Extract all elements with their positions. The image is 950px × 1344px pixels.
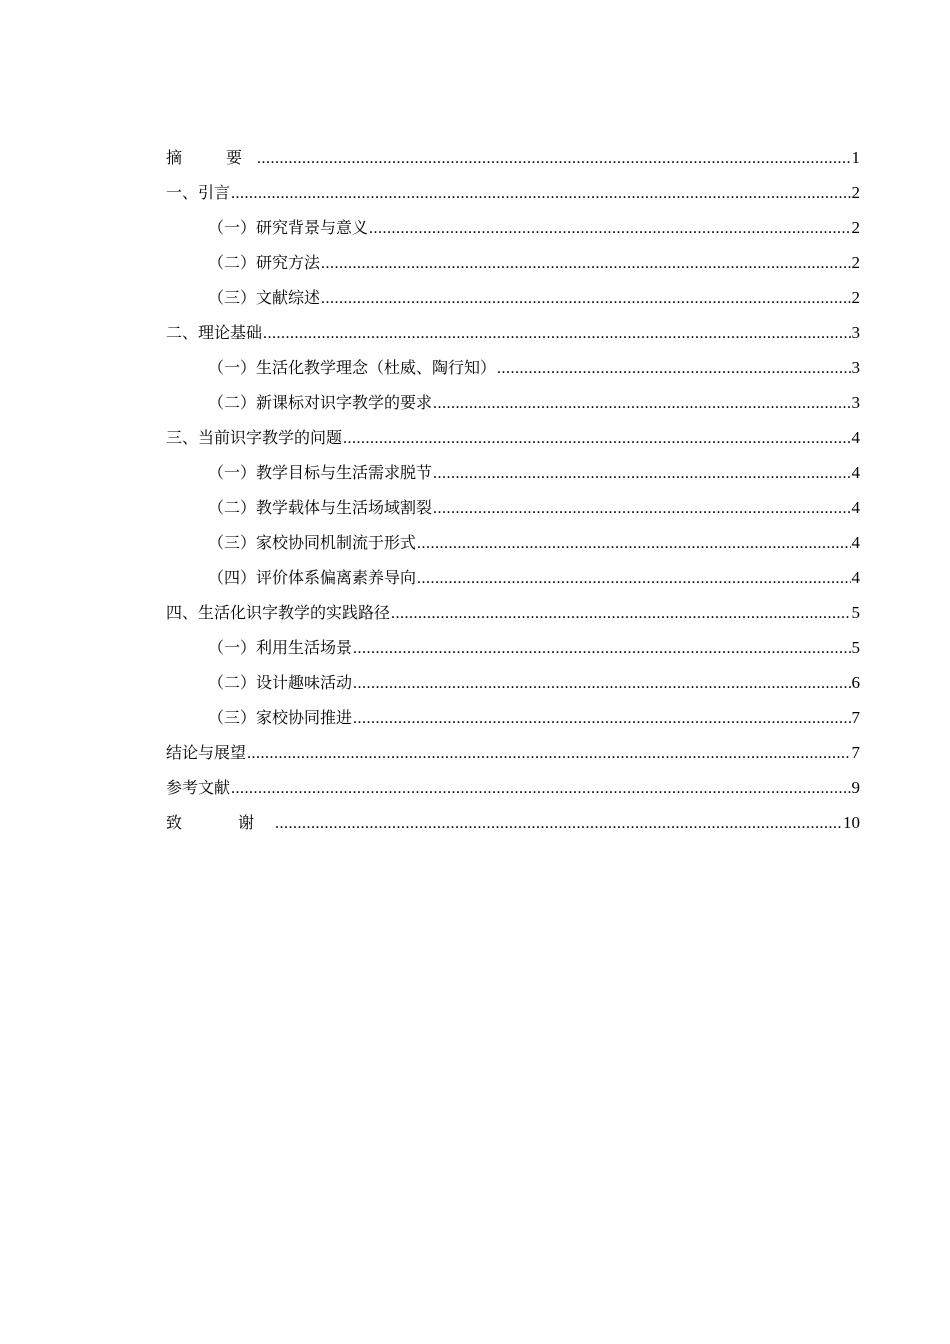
toc-entry-page: 4 — [851, 463, 860, 482]
toc-dot-leader — [433, 491, 850, 526]
toc-dot-leader — [275, 806, 842, 841]
toc-entry-title: 一、引言 — [166, 183, 231, 202]
toc-entry-practice-paths[interactable] — [166, 595, 860, 630]
toc-entry-page: 2 — [851, 288, 860, 307]
toc-dot-leader — [321, 281, 850, 316]
toc-dot-leader — [343, 421, 850, 456]
toc-entry-page: 5 — [851, 603, 860, 622]
toc-entry-page: 2 — [851, 253, 860, 272]
toc-dot-leader — [353, 701, 850, 736]
toc-entry-title: 三、当前识字教学的问题 — [166, 428, 343, 447]
toc-dot-leader — [417, 561, 850, 596]
toc-entry-title: （一）教学目标与生活需求脱节 — [208, 463, 433, 482]
toc-entry-theoretical-basis[interactable] — [166, 315, 860, 350]
toc-entry-carrier-split[interactable] — [166, 490, 860, 525]
toc-entry-literature-review[interactable] — [166, 280, 860, 315]
toc-entry-goals-disconnect[interactable] — [166, 455, 860, 490]
toc-entry-abstract[interactable] — [166, 140, 860, 175]
toc-entry-title: （三）家校协同推进 — [208, 708, 353, 727]
toc-entry-page: 4 — [851, 533, 860, 552]
toc-dot-leader — [353, 666, 850, 701]
toc-entry-life-scenes[interactable] — [166, 630, 860, 665]
toc-entry-title: 致 谢 — [166, 813, 275, 832]
toc-entry-research-background[interactable] — [166, 210, 860, 245]
toc-entry-page: 3 — [851, 358, 860, 377]
toc-entry-page: 3 — [851, 393, 860, 412]
toc-entry-page: 3 — [851, 323, 860, 342]
toc-entry-page: 9 — [851, 778, 860, 797]
toc-dot-leader — [321, 246, 850, 281]
toc-dot-leader — [433, 386, 850, 421]
toc-entry-page: 6 — [851, 673, 860, 692]
toc-dot-leader — [231, 176, 850, 211]
toc-entry-title: （二）研究方法 — [208, 253, 321, 272]
toc-entry-page: 4 — [851, 498, 860, 517]
toc-entry-title: （二）新课标对识字教学的要求 — [208, 393, 433, 412]
toc-entry-home-school-formality[interactable] — [166, 525, 860, 560]
toc-entry-page: 5 — [851, 638, 860, 657]
toc-entry-curriculum-requirements[interactable] — [166, 385, 860, 420]
toc-dot-leader — [257, 141, 850, 176]
toc-entry-references[interactable] — [166, 770, 860, 805]
toc-dot-leader — [391, 596, 850, 631]
toc-entry-title: （三）家校协同机制流于形式 — [208, 533, 417, 552]
toc-entry-page: 10 — [843, 813, 860, 832]
toc-entry-title: （四）评价体系偏离素养导向 — [208, 568, 417, 587]
toc-entry-conclusion[interactable] — [166, 735, 860, 770]
toc-entry-page: 4 — [851, 428, 860, 447]
toc-entry-title: （一）研究背景与意义 — [208, 218, 369, 237]
toc-entry-title: 摘 要 — [166, 148, 257, 167]
toc-dot-leader — [353, 631, 850, 666]
toc-entry-title: 四、生活化识字教学的实践路径 — [166, 603, 391, 622]
toc-entry-life-oriented-teaching[interactable] — [166, 350, 860, 385]
table-of-contents — [166, 140, 860, 840]
toc-entry-page: 4 — [851, 568, 860, 587]
toc-entry-title: （二）教学载体与生活场域割裂 — [208, 498, 433, 517]
toc-entry-page: 7 — [851, 743, 860, 762]
toc-entry-current-problems[interactable] — [166, 420, 860, 455]
toc-dot-leader — [369, 211, 850, 246]
toc-dot-leader — [433, 456, 850, 491]
toc-entry-research-methods[interactable] — [166, 245, 860, 280]
toc-entry-acknowledgements[interactable] — [166, 805, 860, 840]
toc-entry-page: 2 — [851, 183, 860, 202]
toc-dot-leader — [497, 351, 850, 386]
toc-entry-title: （一）生活化教学理念（杜威、陶行知） — [208, 358, 497, 377]
toc-entry-page: 7 — [851, 708, 860, 727]
toc-entry-page: 2 — [851, 218, 860, 237]
toc-dot-leader — [231, 771, 850, 806]
toc-dot-leader — [417, 526, 850, 561]
toc-entry-title: （一）利用生活场景 — [208, 638, 353, 657]
toc-entry-fun-activities[interactable] — [166, 665, 860, 700]
toc-entry-title: （三）文献综述 — [208, 288, 321, 307]
toc-entry-title: 参考文献 — [166, 778, 231, 797]
toc-entry-home-school-cooperation[interactable] — [166, 700, 860, 735]
toc-entry-title: 结论与展望 — [166, 743, 247, 762]
toc-entry-title: （二）设计趣味活动 — [208, 673, 353, 692]
toc-dot-leader — [247, 736, 850, 771]
toc-entry-title: 二、理论基础 — [166, 323, 263, 342]
toc-entry-page: 1 — [851, 148, 860, 167]
toc-entry-evaluation-deviation[interactable] — [166, 560, 860, 595]
toc-dot-leader — [263, 316, 850, 351]
toc-entry-introduction[interactable] — [166, 175, 860, 210]
